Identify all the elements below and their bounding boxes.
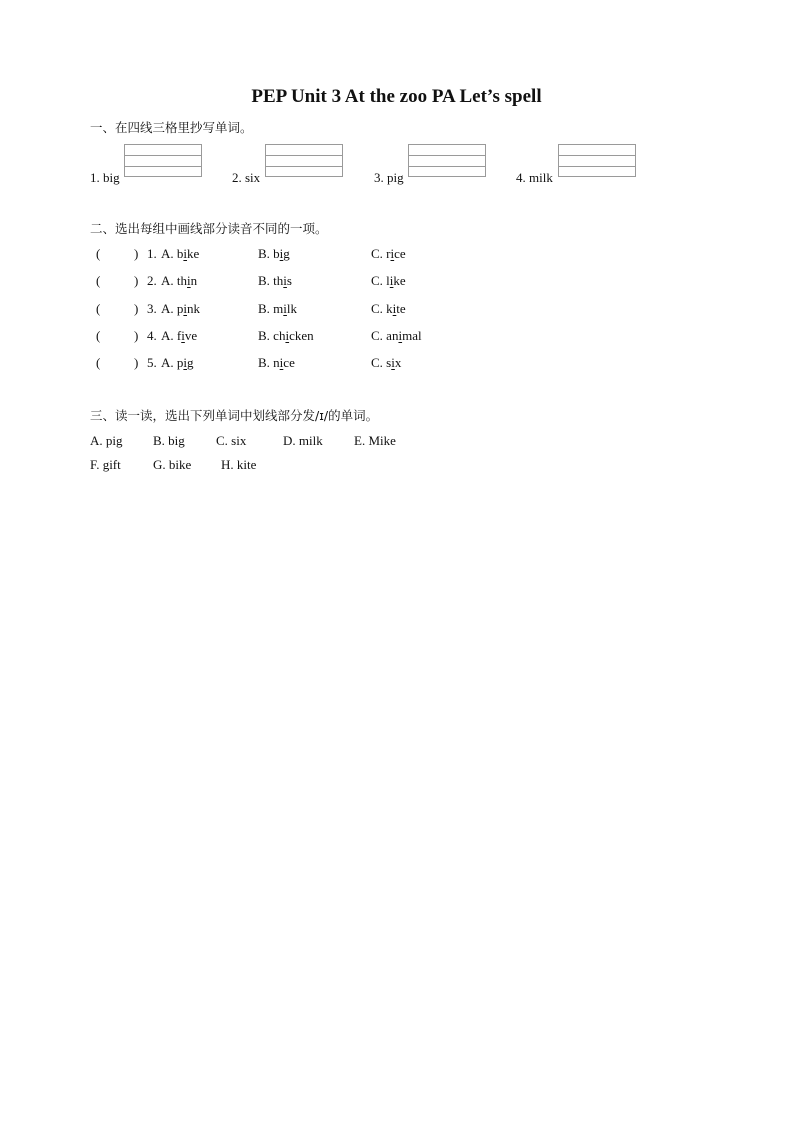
word-option[interactable]: E. Mike [354, 433, 396, 448]
copy-word-3: 3. pig [374, 170, 404, 185]
copy-word-1: 1. big [90, 170, 120, 185]
option-b[interactable]: B. chicken [258, 328, 314, 343]
option-c[interactable]: C. six [371, 355, 402, 370]
answer-paren-open[interactable]: ( [96, 355, 101, 370]
word-option[interactable]: G. bike [153, 457, 192, 472]
question-number: 2. [147, 273, 157, 288]
copy-word-4: 4. milk [516, 170, 553, 185]
option-b[interactable]: B. nice [258, 355, 295, 370]
option-c[interactable]: C. rice [371, 246, 406, 261]
word-option[interactable]: D. milk [283, 433, 323, 448]
four-line-grid[interactable] [124, 144, 202, 177]
question-row-4 [0, 328, 793, 346]
option-a[interactable]: A. pig [161, 355, 194, 370]
question-number: 1. [147, 246, 157, 261]
question-row-1 [0, 246, 793, 264]
word-option[interactable]: C. six [216, 433, 247, 448]
word-option[interactable]: B. big [153, 433, 185, 448]
question-number: 5. [147, 355, 157, 370]
four-line-grid[interactable] [265, 144, 343, 177]
word-option[interactable]: F. gift [90, 457, 121, 472]
answer-paren-close: ) [134, 355, 139, 370]
option-a[interactable]: A. bike [161, 246, 200, 261]
option-a[interactable]: A. pink [161, 301, 201, 316]
four-line-grid[interactable] [558, 144, 636, 177]
section3-heading: 三、读一读，选出下列单词中划线部分发/ɪ/的单词。 [90, 408, 379, 423]
word-option[interactable]: H. kite [221, 457, 257, 472]
answer-paren-close: ) [134, 246, 139, 261]
question-row-3 [0, 301, 793, 319]
option-a[interactable]: A. thin [161, 273, 198, 288]
option-c[interactable]: C. like [371, 273, 406, 288]
question-number: 4. [147, 328, 157, 343]
section1-heading: 一、在四线三格里抄写单词。 [90, 120, 253, 135]
answer-paren-close: ) [134, 273, 139, 288]
question-row-5 [0, 355, 793, 373]
word-options-row-2 [0, 457, 793, 475]
option-c[interactable]: C. animal [371, 328, 422, 343]
option-b[interactable]: B. this [258, 273, 292, 288]
copy-row [0, 144, 793, 184]
question-number: 3. [147, 301, 157, 316]
answer-paren-open[interactable]: ( [96, 301, 101, 316]
option-c[interactable]: C. kite [371, 301, 406, 316]
copy-word-2: 2. six [232, 170, 261, 185]
page-title: PEP Unit 3 At the zoo PA Let’s spell [251, 86, 542, 107]
option-b[interactable]: B. milk [258, 301, 298, 316]
word-options-row-1 [0, 433, 793, 451]
section2-heading: 二、选出每组中画线部分读音不同的一项。 [90, 221, 328, 236]
option-a[interactable]: A. five [161, 328, 198, 343]
answer-paren-open[interactable]: ( [96, 273, 101, 288]
question-row-2 [0, 273, 793, 291]
answer-paren-open[interactable]: ( [96, 246, 101, 261]
answer-paren-open[interactable]: ( [96, 328, 101, 343]
four-line-grid[interactable] [408, 144, 486, 177]
answer-paren-close: ) [134, 328, 139, 343]
word-option[interactable]: A. pig [90, 433, 123, 448]
option-b[interactable]: B. big [258, 246, 290, 261]
answer-paren-close: ) [134, 301, 139, 316]
